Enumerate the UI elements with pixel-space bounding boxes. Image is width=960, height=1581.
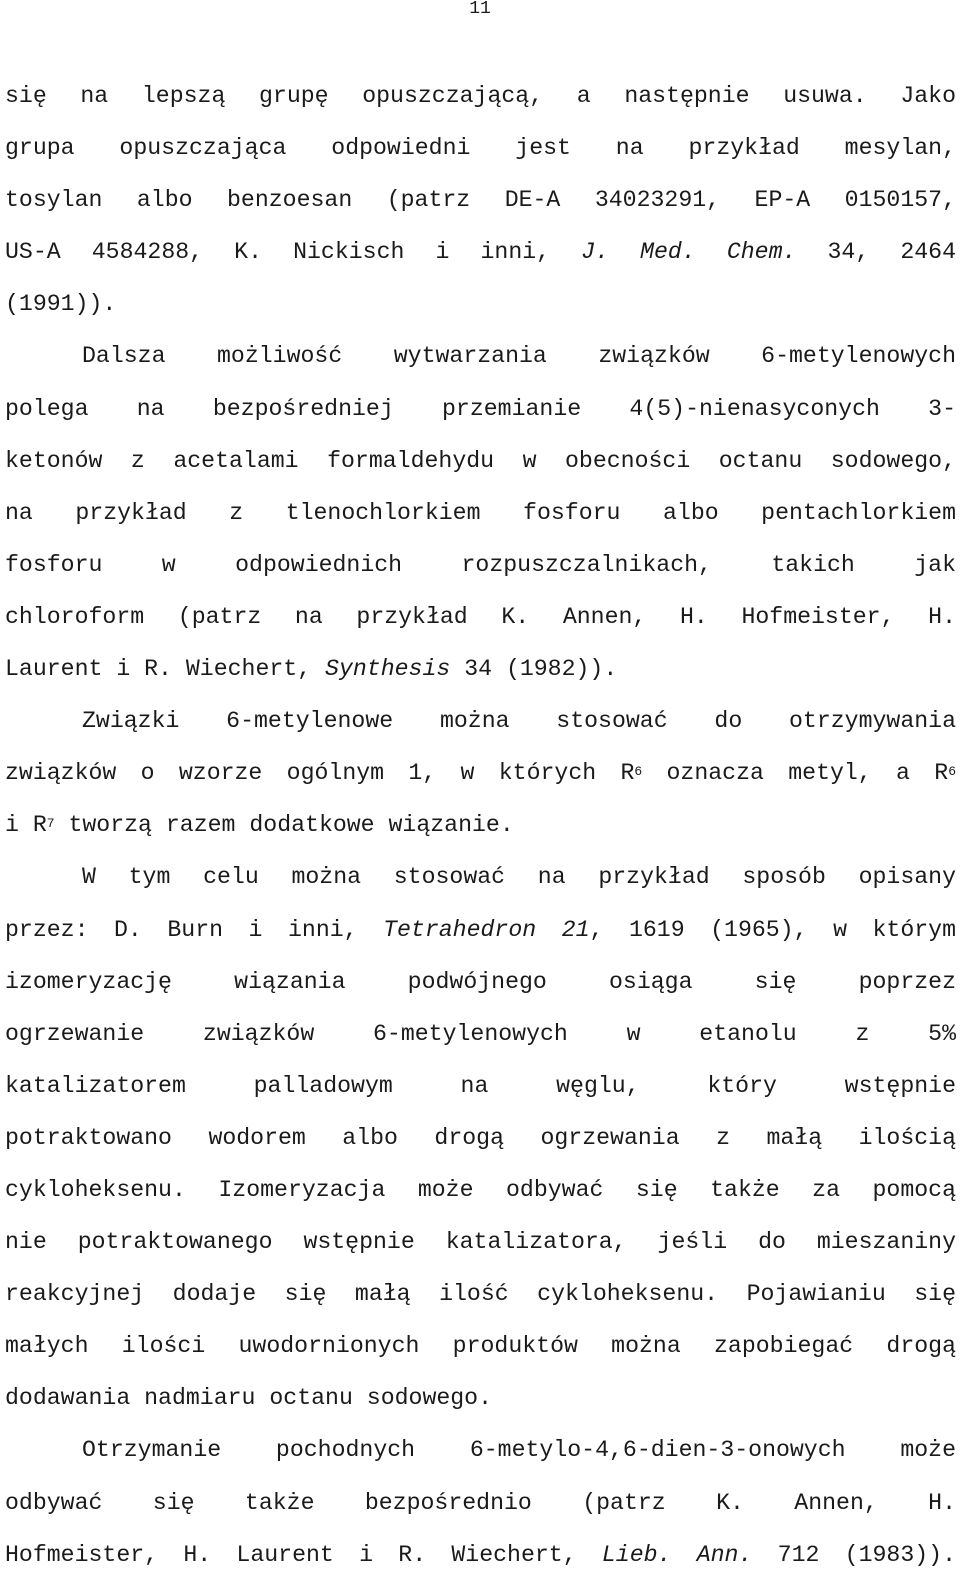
text-line: przez: D. Burn i inni, Tetrahedron 21, 1619 (1965), w którym [5,916,956,943]
journal-title: Tetrahedron 21 [383,916,590,943]
text-line: W tym celu można stosować na przykład sposób opisany [82,864,956,891]
text-line: potraktowano wodorem albo drogą ogrzewania z małą ilością [5,1124,956,1151]
text-line: polega na bezpośredniej przemianie 4(5)-nienasyconych 3- [5,395,956,422]
text-line: fosforu w odpowiednich rozpuszczalnikach, takich jak [5,551,956,578]
text-line: izomeryzację wiązania podwójnego osiąga się poprzez [5,968,956,995]
text-line: chloroform (patrz na przykład K. Annen, H. Hofmeister, H. [5,603,956,630]
text-line: cykloheksenu. Izomeryzacja może odbywać się także za pomocą [5,1176,956,1203]
text-line: tosylan albo benzoesan (patrz DE-A 34023291, EP-A 0150157, [5,187,956,214]
paragraph [5,330,956,695]
text-line: nie potraktowanego wstępnie katalizatora, jeśli do mieszaniny [5,1229,956,1256]
text-line: Dalsza możliwość wytwarzania związków 6-metylenowych [82,343,956,370]
journal-title: J. Med. Chem. [581,239,797,266]
journal-title: Synthesis [325,656,451,683]
text-line: dodawania nadmiaru octanu sodowego. [5,1385,493,1412]
paragraph [5,851,956,1424]
document-body [5,70,956,1581]
text-line: ogrzewanie związków 6-metylenowych w etanolu z 5% [5,1020,956,1047]
text-line: katalizatorem palladowym na węglu, który wstępnie [5,1072,956,1099]
text-line: związków o wzorze ogólnym 1, w których $R^6$ oznacza metyl, a $R^6$ [5,760,956,787]
text-line: na przykład z tlenochlorkiem fosforu albo pentachlorkiem [5,499,956,526]
text-line: reakcyjnej dodaje się małą ilość cykloheksenu. Pojawianiu się [5,1281,956,1308]
text-line: Laurent i R. Wiechert, Synthesis 34 (1982)). [5,656,618,683]
text-line: i $R^7$ tworzą razem dodatkowe wiązanie. [5,812,514,839]
text-line: małych ilości uwodornionych produktów można zapobiegać drogą [5,1333,956,1360]
text-line: grupa opuszczająca odpowiedni jest na przykład mesylan, [5,135,956,162]
text-line: US-A 4584288, K. Nickisch i inni, J. Med. Chem. 34, 2464 [5,239,956,266]
superscript: 6 [948,764,956,780]
paragraph [5,70,956,330]
text-line: Otrzymanie pochodnych 6-metylo-4,6-dien-3-onowych może [82,1437,956,1464]
paragraph [5,695,956,851]
text-line: Hofmeister, H. Laurent i R. Wiechert, Lieb. Ann. 712 (1983)). [5,1541,957,1568]
text-line: odbywać się także bezpośrednio (patrz K. Annen, H. [5,1489,956,1516]
superscript: 7 [46,816,55,832]
text-line: Związki 6-metylenowe można stosować do otrzymywania [82,708,956,735]
paragraph [5,1424,956,1580]
text-line: ketonów z acetalami formaldehydu w obecności octanu sodowego, [5,447,956,474]
superscript: 6 [634,764,643,780]
text-line: się na lepszą grupę opuszczającą, a następnie usuwa. Jako [5,83,956,109]
text-line: (1991)). [5,291,117,318]
page-number: 11 [469,0,491,19]
journal-title: Lieb. Ann. [601,1541,753,1568]
